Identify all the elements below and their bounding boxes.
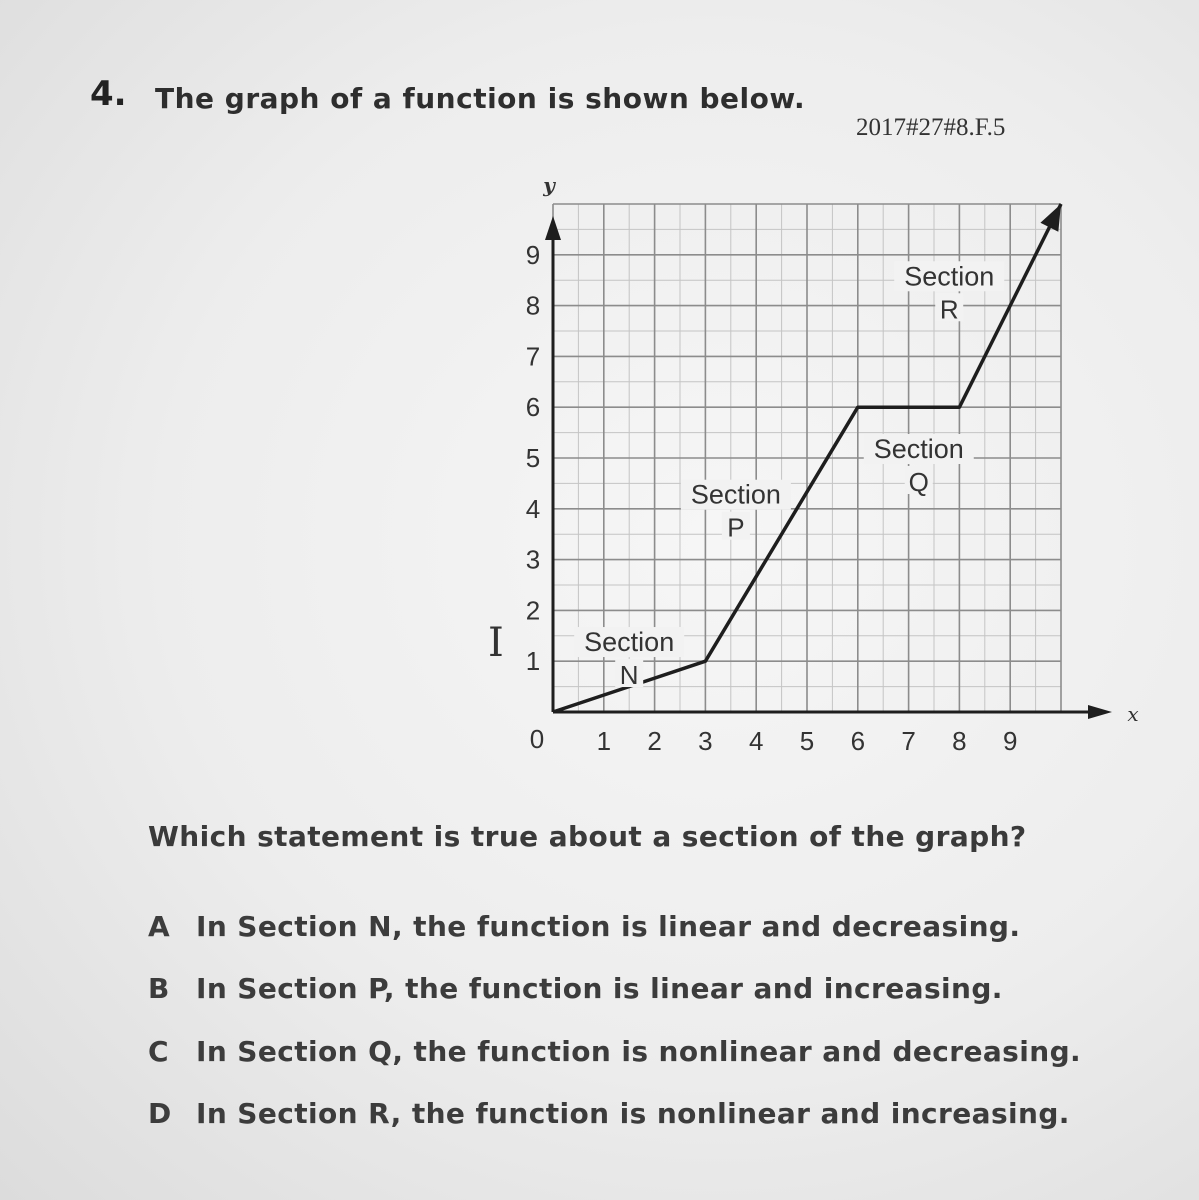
option-letter: C [148, 1035, 169, 1068]
x-tick-label: 2 [647, 726, 662, 756]
option-letter: B [148, 972, 170, 1005]
question-prompt: Which statement is true about a section of the graph? [148, 820, 1027, 853]
option-c[interactable] [148, 1035, 1081, 1068]
question-text: The graph of a function is shown below. [155, 82, 806, 115]
x-tick-label: 8 [952, 726, 967, 756]
origin-label: 0 [529, 724, 545, 754]
y-tick-label: 2 [525, 595, 541, 626]
x-tick-label: 4 [748, 726, 764, 756]
section-label: Section [584, 627, 675, 658]
y-tick-label: 6 [525, 392, 541, 423]
y-tick-label: 3 [525, 544, 541, 575]
x-tick-label: 6 [850, 726, 866, 756]
question-number: 4. [90, 74, 127, 114]
y-tick-label: 1 [525, 646, 541, 677]
section-label: Section [904, 261, 995, 292]
section-letter: R [939, 294, 959, 325]
section-letter: Q [908, 467, 929, 497]
option-text: In Section N, the function is linear and decreasing. [196, 910, 1021, 943]
option-text: In Section Q, the function is nonlinear and decreasing. [196, 1035, 1082, 1068]
x-tick-label: 9 [1002, 726, 1018, 756]
option-letter: D [148, 1097, 172, 1130]
option-text: In Section P, the function is linear and increasing. [196, 972, 1003, 1005]
x-tick-label: 1 [596, 726, 612, 756]
option-a[interactable] [148, 910, 1020, 943]
standard-code: 2017#27#8.F.5 [856, 114, 1006, 141]
x-tick-label: 3 [698, 726, 713, 756]
x-axis-label: x [1127, 702, 1139, 726]
y-tick-label: 7 [525, 341, 541, 372]
y-tick-label: 4 [525, 493, 541, 524]
option-b[interactable] [148, 972, 1003, 1005]
option-text: In Section R, the function is nonlinear and increasing. [196, 1097, 1070, 1130]
y-tick-label: 5 [525, 443, 541, 473]
section-letter: P [727, 512, 745, 543]
y-tick-label: 8 [525, 290, 541, 321]
option-letter: A [148, 910, 171, 943]
x-axis-arrow [1088, 705, 1112, 719]
y-tick-label: 9 [525, 239, 541, 270]
y-axis-arrow [545, 216, 561, 240]
section-label: Section [690, 479, 781, 510]
section-letter: N [619, 660, 639, 691]
x-tick-label: 5 [799, 726, 815, 756]
option-d[interactable] [148, 1097, 1070, 1130]
x-tick-label: 7 [901, 726, 916, 756]
function-line-arrow [1040, 204, 1061, 232]
text-cursor-icon: I [488, 620, 504, 666]
section-label: Section [873, 434, 964, 464]
y-axis-label: y [543, 173, 555, 197]
